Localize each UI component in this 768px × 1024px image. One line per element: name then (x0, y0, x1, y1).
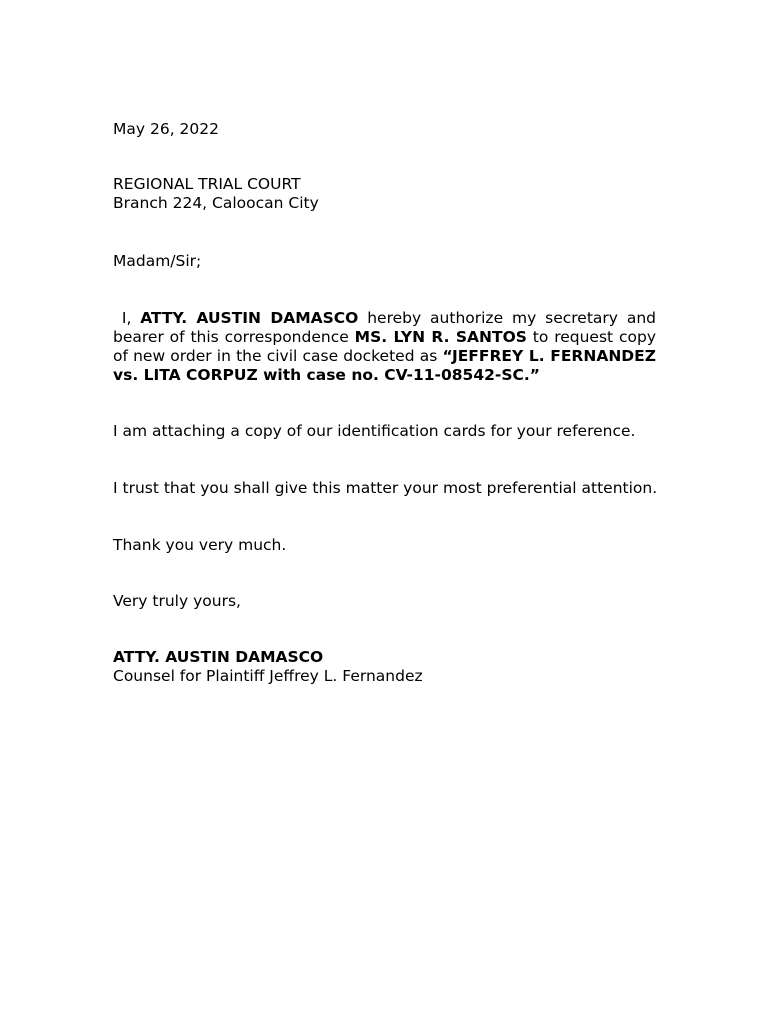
letter-date: May 26, 2022 (113, 120, 219, 138)
closing: Very truly yours, (113, 592, 241, 610)
recipient-name: REGIONAL TRIAL COURT (113, 175, 301, 193)
case-title: “JEFFREY L. FERNANDEZ vs. LITA CORPUZ with case no. CV-11-08542-SC.” (113, 347, 657, 384)
body-paragraph (113, 309, 656, 385)
paragraph-identification: I am attaching a copy of our identification cards for your reference. (113, 422, 636, 440)
request-text: to request copy of new order in the civil case docketed as (113, 328, 656, 365)
authorize-text: hereby authorize my secretary and bearer of this correspondence (113, 309, 656, 346)
paragraph-attention: I trust that you shall give this matter your most preferential attention. (113, 479, 658, 497)
author-name: ATTY. AUSTIN DAMASCO (140, 309, 359, 327)
signature-title: Counsel for Plaintiff Jeffrey L. Fernandez (113, 667, 423, 685)
recipient-block (113, 175, 656, 213)
intro-prefix: I, (113, 309, 141, 327)
signature-name: ATTY. AUSTIN DAMASCO (113, 648, 324, 666)
salutation: Madam/Sir; (113, 252, 202, 270)
paragraph-thanks: Thank you very much. (113, 536, 287, 554)
bearer-name: MS. LYN R. SANTOS (354, 328, 527, 346)
signature-block (113, 648, 656, 686)
recipient-address: Branch 224, Caloocan City (113, 194, 319, 212)
